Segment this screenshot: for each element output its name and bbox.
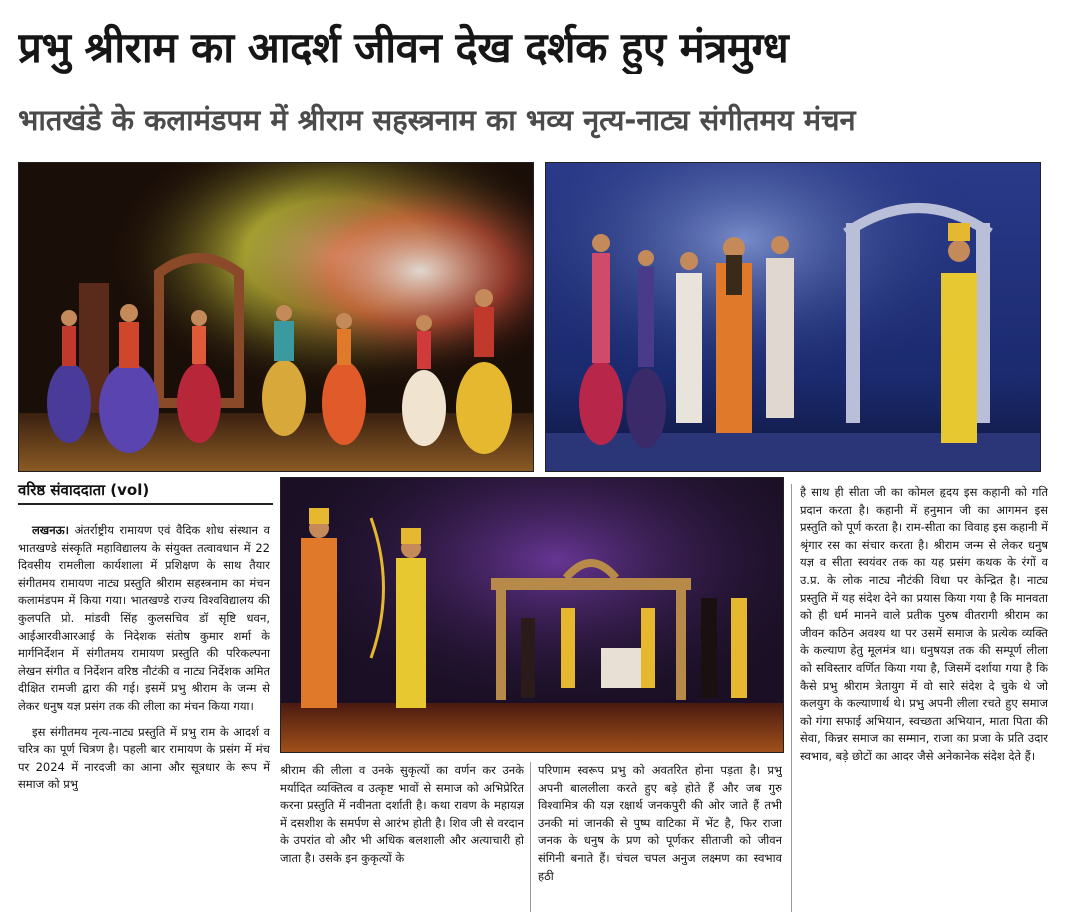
column-1-paragraph-1: अंतर्राष्ट्रीय रामायण एवं वैदिक शोध संस्थान व भातखण्डे संस्कृति महाविद्यालय के संयुक्त तत्वावधान में 22 दिवसीय रामलीला कार्यशाला में प्रशिक्षण के साथ तैयार संगीतमय रामायण नाट्य प्रस्तुति श्रीराम सहस्त्रनाम का मंचन कलामंडपम में किया गया। भातखण्डे राज्य विश्वविद्यालय की कुलपति प्रो. मांडवी सिंह कुलसचिव डॉ सृष्टि धवन, आईआरवीआरआई के निदेशक संतोष कुमार शर्मा के मार्गनिर्देशन में संगीतमय रामायण प्रस्तुति की परिकल्पना लेखन संगीत व निर्देशन वरिष्ठ नौटंकी व नाट्य निर्देशक अमित दीक्षित रामजी द्वारा की गई। इसमें प्रभु श्रीराम के जन्म से लेकर धनुष यज्ञ प्रसंग तक की लीला का मंचन किया गया। [18,523,270,713]
dateline: लखनऊ। [32,523,69,537]
article-column-1 [18,522,270,912]
byline: वरिष्ठ संवाददाता (vol) [18,481,150,499]
article-column-2 [280,762,524,912]
column-3-text: परिणाम स्वरूप प्रभु को अवतरित होना पड़ता है। प्रभु अपनी बाललीला करते हुए बड़े होते हैं और जब गुरु विश्वामित्र की यज्ञ रक्षार्थ जनकपुरी की ओर जाते हैं तभी उनकी मां जानकी से पुष्प वाटिका में भेंट है, फिर राजा जनक के धनुष के प्रण को पूर्णकर सीताजी को जीवन संगिनी बनाते हैं। चंचल चपल अनुज लक्ष्मण का स्वभाव हठी [538,763,782,883]
ram-lakshman-stage-photo [280,477,784,753]
column-divider [791,484,792,912]
headline: प्रभु श्रीराम का आदर्श जीवन देख दर्शक हुए मंत्रमुग्ध [18,23,789,72]
dance-performance-photo [18,162,534,472]
column-4-text: है साथ ही सीता जी का कोमल हृदय इस कहानी को गति प्रदान करता है। कहानी में हनुमान जी का आगमन इस प्रस्तुति को पूर्ण करता है। राम-सीता का विवाह इस कहानी में श्रृंगार रस का संचार करता है। श्रीराम जन्म से लेकर धनुष यज्ञ व सीता स्वयंवर तक का यह प्रसंग कथक के रंगों व उ.प्र. के लोक नाट्य नौटंकी विधा पर केन्द्रित है। नाट्य प्रस्तुति में यह संदेश देने का प्रयास किया गया है कि मानवता को ही धर्म मानने वाले प्रतीक पुरुष वीतरागी श्रीराम का जीवन कठिन अवश्य था पर उसमें समाज के प्रत्येक व्यक्ति के कल्याण हेतु मूलमंत्र था। धनुषयज्ञ तक की सम्पूर्ण लीला को सविस्तार वर्णित किया गया है, जिसमें दर्शाया गया है कि कैसे प्रभु श्रीराम त्रेतायुग में वो सारे संदेश दे चुके थे जो कलयुग के कल्याणार्थ थे। प्रभु अपनी लीला रचते हुए समाज को गंगा सफाई अभियान, स्वच्छता अभियान, माता पिता की सेवा, किन्नर समाज का सम्मान, राजा का प्रजा के प्रति उदार स्वभाव, बड़े छोटों का आदर जैसे अनेकानेक संदेश देते हैं। [800,485,1048,763]
stage-scene-blue-photo [545,162,1041,472]
article-column-4 [800,484,1048,912]
byline-rule [18,503,273,505]
subheadline: भातखंडे के कलामंडपम में श्रीराम सहस्त्रनाम का भव्य नृत्य-नाट्य संगीतमय मंचन [18,103,856,137]
column-1-paragraph-2: इस संगीतमय नृत्य-नाट्य प्रस्तुति में प्रभु राम के आदर्श व चरित्र का पूर्ण चित्रण है। पहली बार रामायण के प्रसंग में मंच पर 2024 में नारदजी का आना और सूत्रधार के रूप में समाज को प्रभु [18,724,270,792]
column-2-text: श्रीराम की लीला व उनके सुकृत्यों का वर्णन कर उनके मर्यादित व्यक्तित्व व उत्कृष्ट भावों से समाज को अभिप्रेरित करना प्रस्तुति में नवीनता दर्शाती है। कथा रावण के महायज्ञ में दसशीश के समर्पण से आरंभ होती है। शिव जी से वरदान के उपरांत वो और भी अधिक बलशाली और अत्याचारी हो जाता है। उसके इन कुकृत्यों के [280,763,524,865]
column-divider [530,762,531,912]
article-column-3 [538,762,782,912]
